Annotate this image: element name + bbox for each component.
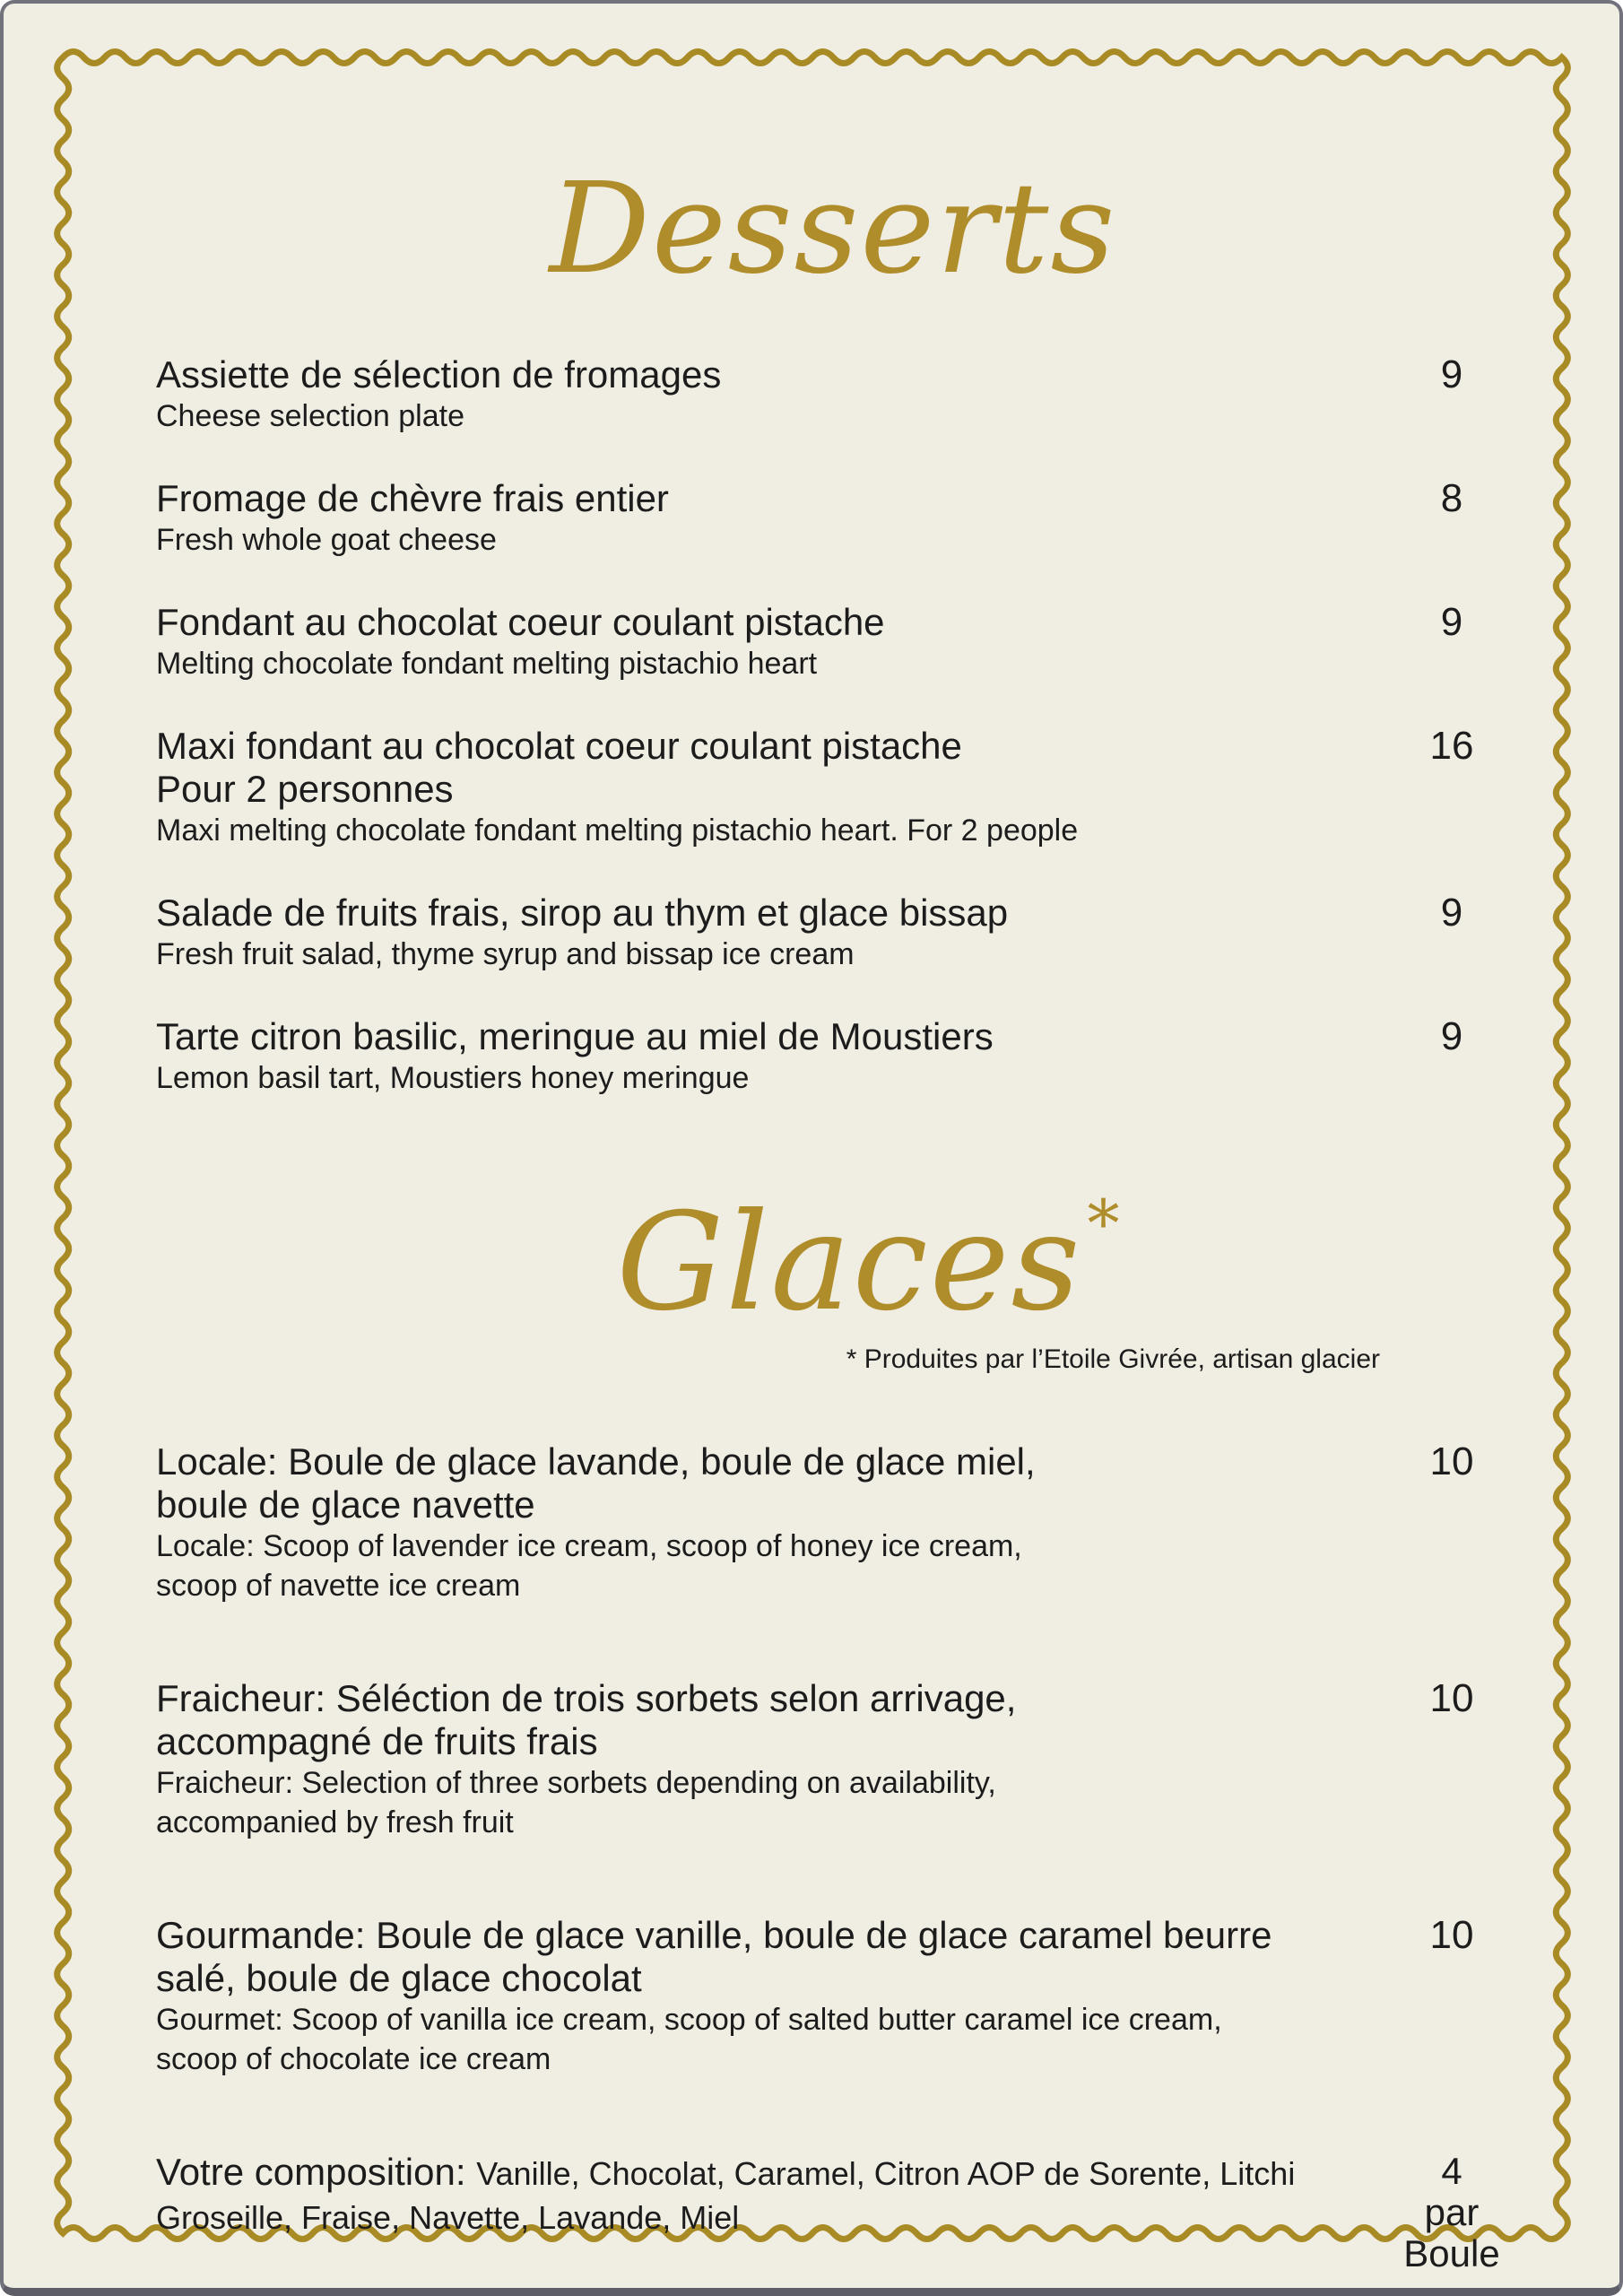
item-description: Locale: Scoop of lavender ice cream, scoop of honey ice cream, — [156, 1529, 1022, 1563]
item-text — [156, 1914, 1393, 2079]
menu-item-glace-fraicheur — [156, 1677, 1510, 1842]
item-price — [1393, 1677, 1510, 1720]
item-price — [1393, 477, 1510, 520]
desserts-title-text: Desserts — [549, 156, 1117, 302]
item-price — [1393, 891, 1510, 935]
asterisk-mark: * — [1087, 1186, 1122, 1261]
price-value: 10 — [1429, 1676, 1474, 1720]
item-text — [156, 2151, 1393, 2240]
menu-item-fromage-chevre — [156, 477, 1510, 560]
item-text — [156, 601, 1393, 683]
item-title: Fromage de chèvre frais entier — [156, 477, 669, 519]
price-unit-boule: Boule — [1403, 2232, 1500, 2274]
item-text — [156, 1015, 1393, 1098]
item-description: Maxi melting chocolate fondant melting pistachio heart. For 2 people — [156, 813, 1079, 848]
item-title: Tarte citron basilic, meringue au miel de Moustiers — [156, 1015, 994, 1057]
item-price — [1393, 353, 1510, 396]
item-description: Melting chocolate fondant melting pistachio heart — [156, 647, 818, 681]
menu-item-assiette-fromages — [156, 353, 1510, 436]
price-value: 16 — [1429, 724, 1474, 768]
item-title-line-2: salé, boule de glace chocolat — [156, 1957, 642, 1999]
item-price — [1393, 601, 1510, 644]
price-unit-par: par — [1424, 2191, 1480, 2233]
section-title-desserts — [156, 154, 1510, 305]
price-value: 8 — [1440, 476, 1463, 520]
glaces-title-text: Glaces — [616, 1185, 1082, 1341]
item-price — [1393, 1440, 1510, 1483]
item-title: Fondant au chocolat coeur coulant pistache — [156, 601, 885, 643]
item-title: Assiette de sélection de fromages — [156, 353, 722, 396]
item-text — [156, 353, 1393, 436]
item-description: Fresh whole goat cheese — [156, 523, 497, 557]
item-title-line-2: boule de glace navette — [156, 1483, 535, 1526]
menu-item-fondant-chocolat — [156, 601, 1510, 683]
menu-item-votre-composition — [156, 2151, 1510, 2274]
price-value: 9 — [1440, 600, 1463, 644]
menu-item-salade-fruits — [156, 891, 1510, 974]
item-description: Fresh fruit salad, thyme syrup and bissap ice cream — [156, 937, 855, 971]
item-title — [156, 2151, 1393, 2196]
section-title-glaces — [192, 1139, 1546, 1347]
item-title: Salade de fruits frais, sirop au thym et glace bissap — [156, 891, 1009, 934]
item-price — [1393, 2151, 1510, 2274]
price-value: 10 — [1429, 1913, 1474, 1957]
item-price — [1393, 1015, 1510, 1058]
item-description: Gourmet: Scoop of vanilla ice cream, scoop of salted butter caramel ice cream, — [156, 2003, 1222, 2037]
item-text — [156, 1677, 1393, 1842]
item-title: Locale: Boule de glace lavande, boule de glace miel, — [156, 1440, 1036, 1483]
item-price — [1393, 1914, 1510, 1957]
composition-flavors-line-1: Vanille, Chocolat, Caramel, Citron AOP de Sorente, Litchi — [476, 2155, 1296, 2192]
item-text — [156, 891, 1393, 974]
glaces-item-list — [156, 1440, 1510, 2274]
price-value: 10 — [1429, 1439, 1474, 1483]
item-title: Gourmande: Boule de glace vanille, boule de glace caramel beurre — [156, 1914, 1272, 1956]
price-value: 9 — [1440, 352, 1463, 396]
menu-item-glace-gourmande — [156, 1914, 1510, 2079]
item-description-line-2: accompanied by fresh fruit — [156, 1805, 514, 1839]
item-text — [156, 1440, 1393, 1605]
price-value: 9 — [1440, 891, 1463, 935]
item-description-line-2: scoop of navette ice cream — [156, 1569, 521, 1603]
item-text — [156, 725, 1393, 850]
composition-lead: Votre composition: — [156, 2151, 466, 2193]
item-text — [156, 477, 1393, 560]
item-title: Fraicheur: Séléction de trois sorbets selon arrivage, — [156, 1677, 1017, 1719]
item-price — [1393, 725, 1510, 768]
item-description: Fraicheur: Selection of three sorbets depending on availability, — [156, 1766, 996, 1800]
composition-flavors-line-2: Groseille, Fraise, Navette, Lavande, Miel — [156, 2199, 740, 2236]
item-title-line-2: accompagné de fruits frais — [156, 1720, 598, 1762]
glaces-footnote: * Produites par l’Etoile Givrée, artisan glacier — [846, 1344, 1380, 1374]
menu-item-glace-locale — [156, 1440, 1510, 1605]
item-description: Lemon basil tart, Moustiers honey meringue — [156, 1061, 750, 1095]
menu-item-tarte-citron — [156, 1015, 1510, 1098]
desserts-item-list — [156, 353, 1510, 1098]
item-description: Cheese selection plate — [156, 399, 465, 433]
menu-content — [4, 4, 1623, 2274]
price-value: 9 — [1440, 1014, 1463, 1058]
menu-item-maxi-fondant — [156, 725, 1510, 850]
item-title-line-2: Pour 2 personnes — [156, 768, 454, 810]
item-description-line-2: scoop of chocolate ice cream — [156, 2042, 551, 2076]
price-value: 4 — [1441, 2150, 1462, 2192]
item-title: Maxi fondant au chocolat coeur coulant pistache — [156, 725, 962, 767]
